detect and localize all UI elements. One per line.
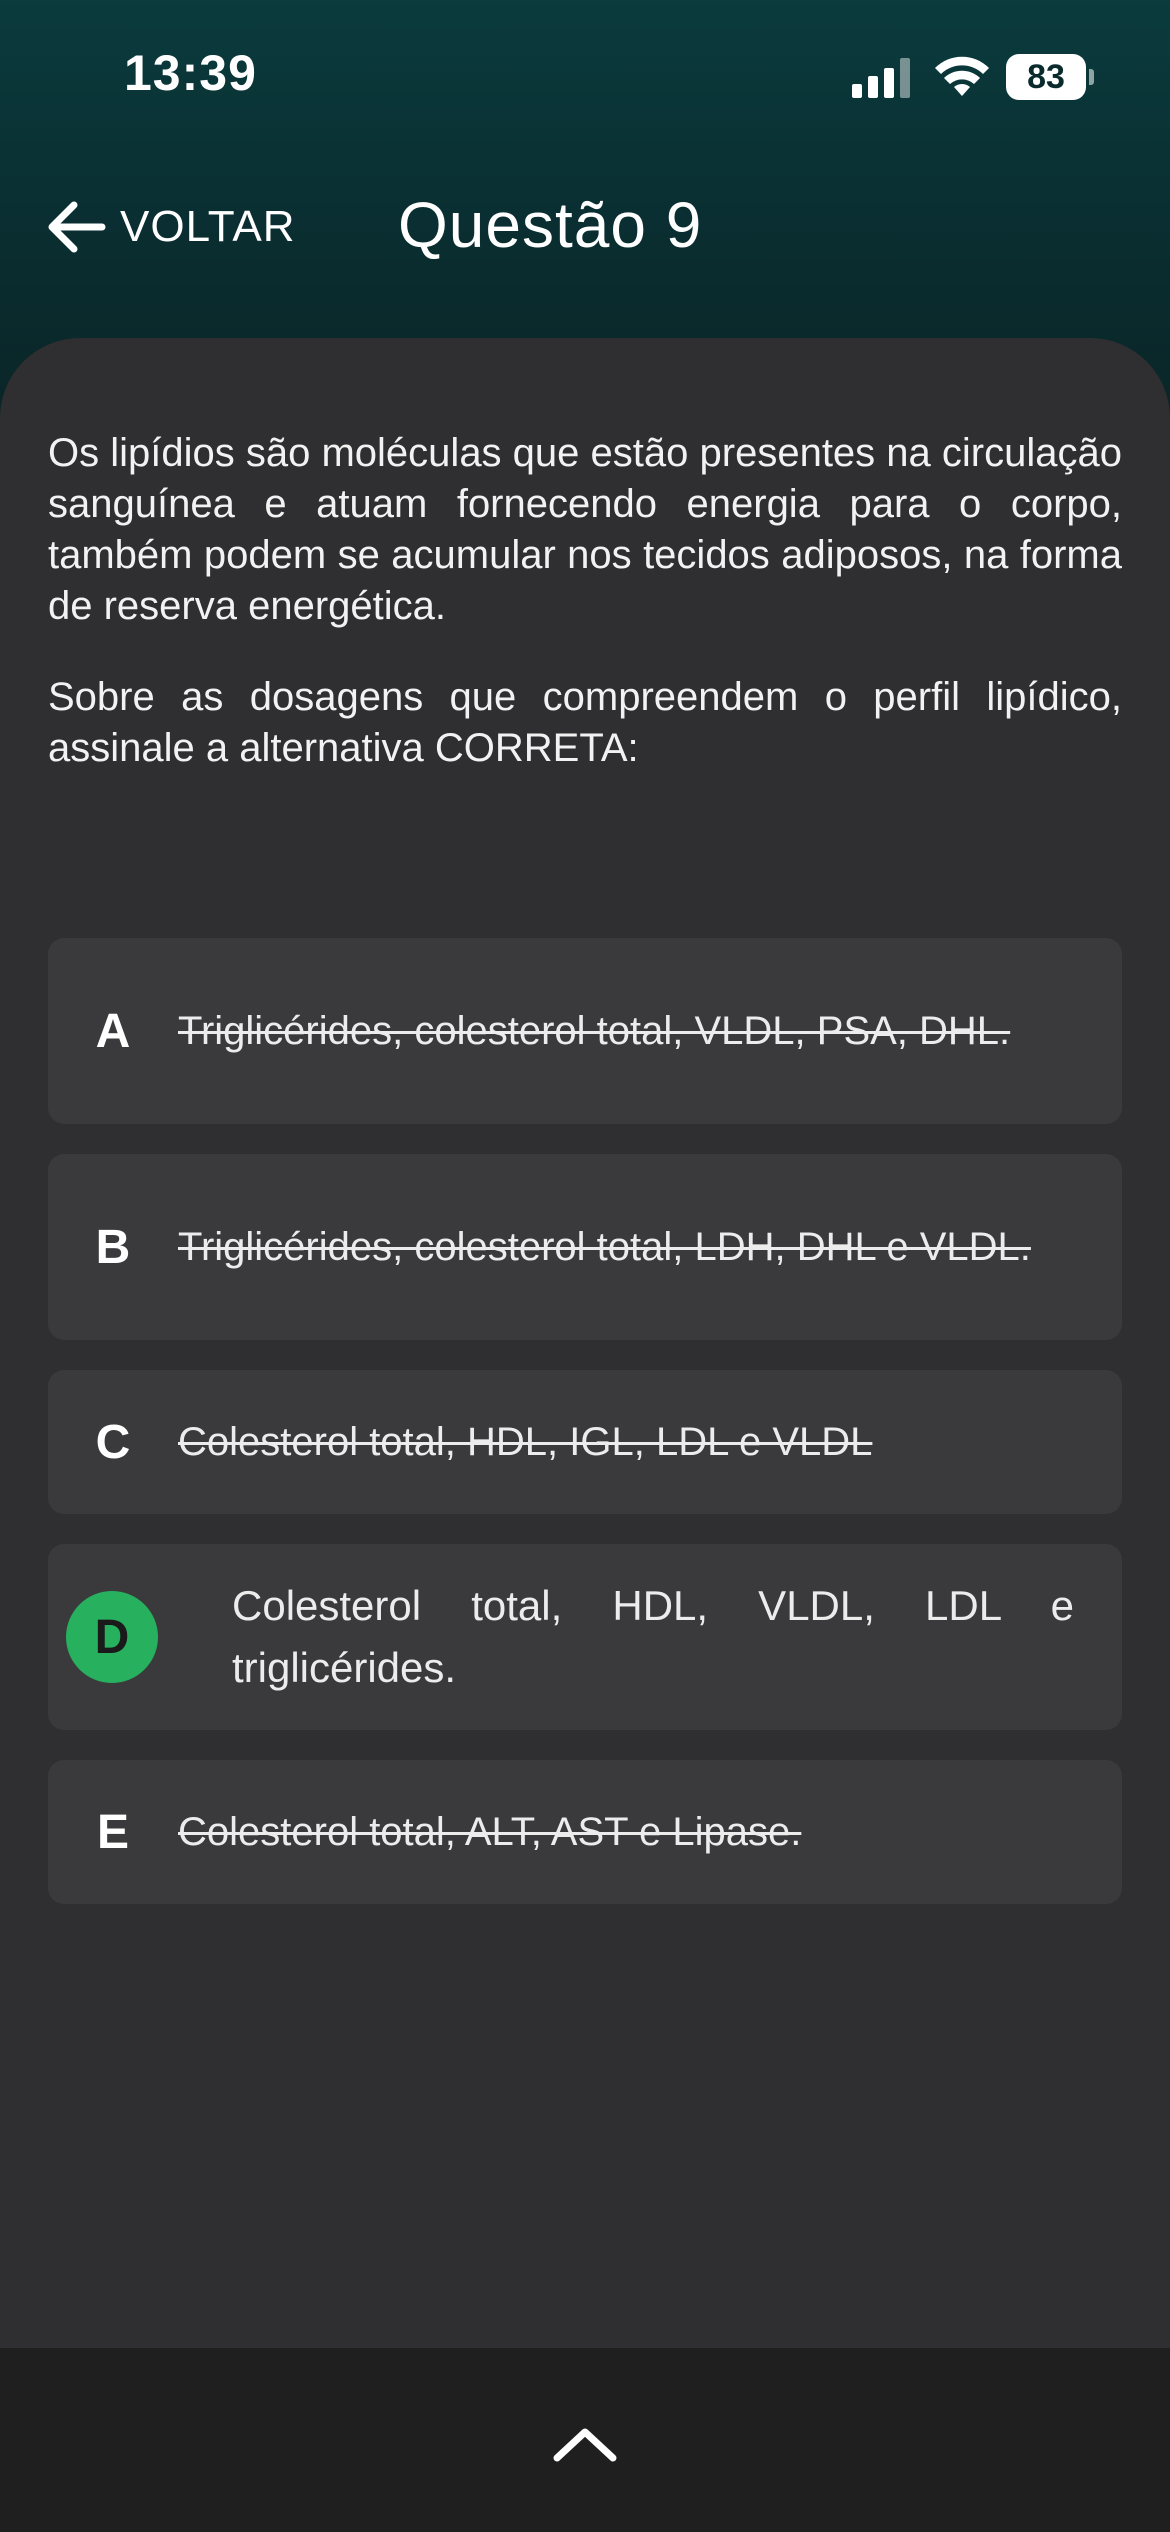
- bottom-bar: [0, 2348, 1170, 2532]
- option-a[interactable]: [48, 938, 1122, 1124]
- wifi-icon: [934, 54, 990, 98]
- question-paragraph: Os lipídios são moléculas que estão presentes na circulação sanguínea e atuam fornecendo energia para o corpo, também podem se acumular nos tecidos adiposos, na forma de reserva energética.: [48, 431, 1122, 628]
- option-d[interactable]: [48, 1544, 1122, 1730]
- back-label: VOLTAR: [120, 202, 296, 251]
- back-arrow-icon: [44, 199, 106, 255]
- option-c[interactable]: [48, 1370, 1122, 1514]
- status-bar: [0, 0, 1170, 150]
- question-card: [0, 338, 1170, 2348]
- option-letter: A: [95, 1004, 131, 1058]
- question-prompt: Sobre as dosagens que compreendem o perfil lipídico, assinale a alternativa CORRETA:: [48, 675, 1122, 770]
- option-letter-badge: D: [66, 1591, 158, 1683]
- option-text: Triglicérides, colesterol total, LDH, DHL e VLDL.: [178, 1225, 1031, 1269]
- option-e[interactable]: [48, 1760, 1122, 1904]
- option-text: Colesterol total, HDL, VLDL, LDL e triglicérides.: [232, 1582, 1074, 1691]
- back-button[interactable]: [44, 192, 296, 262]
- signal-icon: [852, 58, 914, 98]
- option-letter: E: [96, 1805, 129, 1859]
- option-b[interactable]: [48, 1154, 1122, 1340]
- option-text: Triglicérides, colesterol total, VLDL, PSA, DHL.: [178, 1009, 1011, 1053]
- chevron-up-icon[interactable]: [551, 2424, 619, 2464]
- status-time: 13:39: [124, 45, 257, 101]
- battery-icon: [1006, 54, 1094, 100]
- battery-level: 83: [1006, 54, 1086, 100]
- option-text: Colesterol total, HDL, IGL, LDL e VLDL: [178, 1420, 873, 1464]
- nav-header: [0, 170, 1170, 280]
- option-letter: B: [95, 1220, 131, 1274]
- battery-tip: [1089, 69, 1094, 85]
- option-text: Colesterol total, ALT, AST e Lipase.: [178, 1810, 802, 1854]
- options-list: [48, 938, 1122, 1934]
- page-title: Questão 9: [398, 189, 703, 261]
- question-text: [48, 428, 1122, 814]
- option-letter: C: [95, 1415, 131, 1469]
